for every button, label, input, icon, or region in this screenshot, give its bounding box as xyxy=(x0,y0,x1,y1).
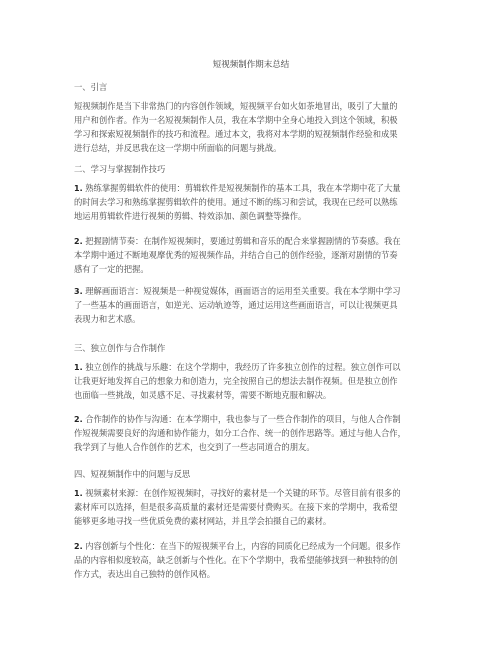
paragraph-line: 我学到了与他人合作创作的艺术，也交到了一些志同道合的朋友。 xyxy=(74,442,315,452)
paragraph-line: 合作制作的协作与沟通：在本学期中，我也参与了一些合作制作的项目，与他人合作制 xyxy=(85,414,401,424)
paragraph-line: 作短视频需要良好的沟通和协作能力，如分工合作、统一的创作思路等。通过与他人合作， xyxy=(74,428,406,438)
item-number: 1. xyxy=(74,363,83,372)
section-heading: 二、学习与掌握制作技巧 xyxy=(74,164,166,174)
paragraph-line: 也面临一些挑战，如灵感不足、寻找素材等，需要不断地克服和解决。 xyxy=(74,390,332,400)
paragraph-line: 感有了一定的把握。 xyxy=(74,264,149,274)
item-number: 2. xyxy=(74,237,83,246)
paragraph-line: 作方式，表达出自己独特的创作风格。 xyxy=(74,569,216,579)
item-number: 2. xyxy=(74,542,83,551)
paragraph-line: 把握剧情节奏：在制作短视频时，要通过剪辑和音乐的配合来掌握剧情的节奏感。我在 xyxy=(85,236,401,246)
paragraph-line: 让我更好地发挥自己的想象力和创造力，完全按照自己的想法去制作视频。但是独立创作 xyxy=(74,376,398,386)
paragraph-line: 品的内容相似度较高，缺乏创新与个性化。在下个学期中，我希望能够找到一种独特的创 xyxy=(74,555,398,565)
paragraph xyxy=(74,181,401,223)
item-number: 2. xyxy=(74,415,83,424)
paragraph xyxy=(74,234,401,276)
paragraph-line: 的时间去学习和熟练掌握剪辑软件的使用。通过不断的练习和尝试，我现在已经可以熟练 xyxy=(74,197,398,207)
item-number: 1. xyxy=(74,184,83,193)
paragraph-line: 用户和创作者。作为一名短视频制作人员，我在本学期中全身心地投入到这个领域，积极 xyxy=(74,115,398,125)
section-heading: 四、短视频制作中的问题与反思 xyxy=(74,469,191,479)
paragraph xyxy=(74,99,398,155)
paragraph-line: 短视频制作是当下非常热门的内容创作领域，短视频平台如火如荼地冒出，吸引了大量的 xyxy=(74,101,398,111)
section-heading: 一、引言 xyxy=(74,82,108,92)
paragraph-line: 进行总结，并反思我在这一学期中所面临的问题与挑战。 xyxy=(74,143,282,153)
paragraph xyxy=(74,412,406,454)
paragraph-line: 熟练掌握剪辑软件的使用：剪辑软件是短视频制作的基本工具，我在本学期中花了大量 xyxy=(85,183,401,193)
paragraph-line: 了一些基本的画面语言，如逆光、运动轨迹等，通过运用这些画面语言，可以让视频更具 xyxy=(74,300,398,310)
paragraph xyxy=(74,360,401,402)
paragraph-line: 能够更多地寻找一些优质免费的素材网站，并且学会拍摄自己的素材。 xyxy=(74,516,332,526)
section-heading: 三、独立创作与合作制作 xyxy=(74,343,166,353)
paragraph xyxy=(74,539,401,581)
paragraph-line: 表现力和艺术感。 xyxy=(74,314,141,324)
item-number: 1. xyxy=(74,489,83,498)
paragraph xyxy=(74,486,401,528)
paragraph xyxy=(74,284,401,326)
paragraph-line: 内容创新与个性化：在当下的短视频平台上，内容的同质化已经成为一个问题。很多作 xyxy=(85,541,401,551)
paragraph-line: 理解画面语言：短视频是一种视觉媒体，画面语言的运用至关重要。我在本学期中学习 xyxy=(85,286,401,296)
paragraph-line: 地运用剪辑软件进行视频的剪辑、特效添加、颜色调整等操作。 xyxy=(74,211,307,221)
paragraph-line: 学习和探索短视频制作的技巧和流程。通过本文，我将对本学期的短视频制作经验和成果 xyxy=(74,129,398,139)
paragraph-line: 独立创作的挑战与乐趣：在这个学期中，我经历了许多独立创作的过程。独立创作可以 xyxy=(85,362,401,372)
paragraph-line: 素材库可以选择，但是很多高质量的素材还是需要付费购买。在接下来的学期中，我希望 xyxy=(74,502,398,512)
item-number: 3. xyxy=(74,287,83,296)
document-title: 短视频制作期末总结 xyxy=(212,60,290,70)
paragraph-line: 视频素材来源：在创作短视频时，寻找好的素材是一个关键的环节。尽管目前有很多的 xyxy=(85,488,401,498)
paragraph-line: 本学期中通过不断地观摩优秀的短视频作品，并结合自己的创作经验，逐渐对剧情的节奏 xyxy=(74,250,398,260)
